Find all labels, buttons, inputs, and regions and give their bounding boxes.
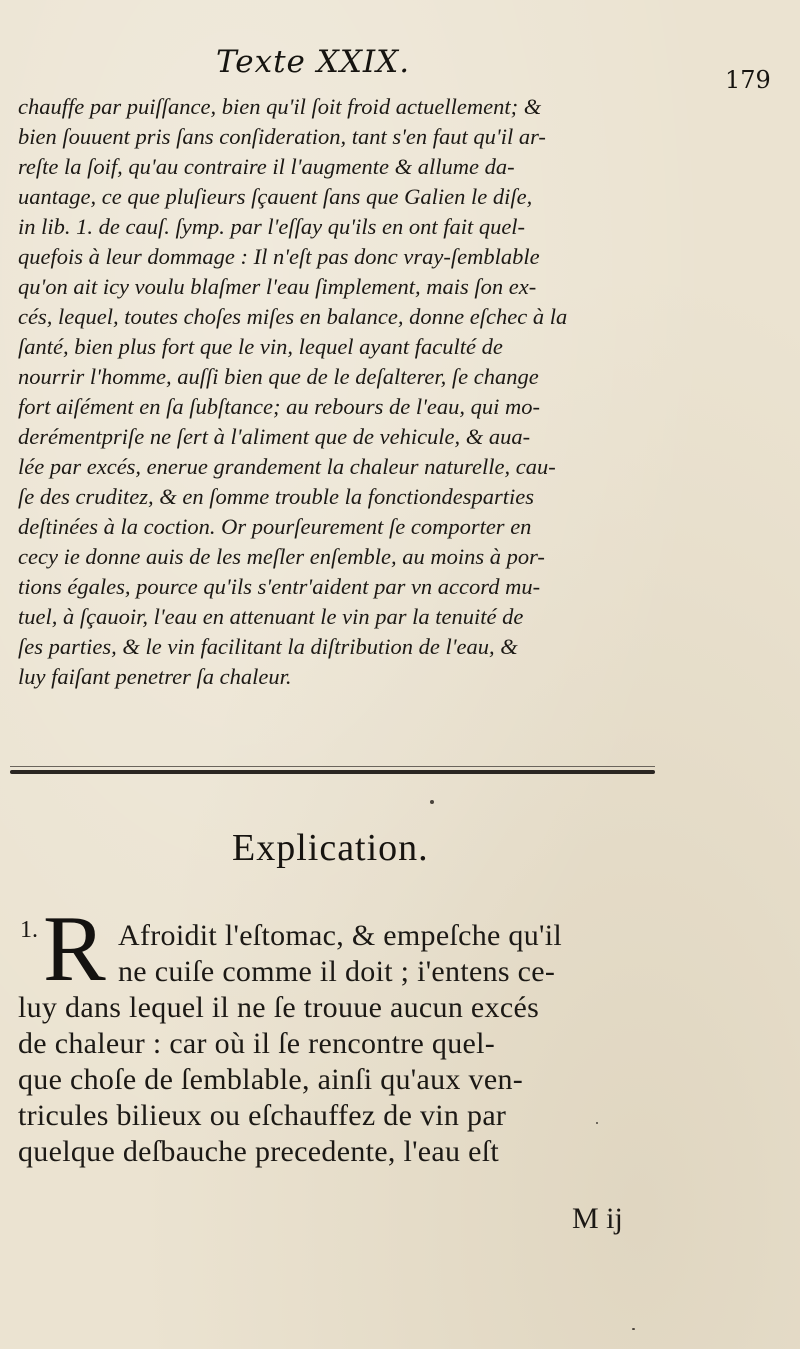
italic-line: cés, lequel, toutes choſes miſes en balance, donne eſchec à la bbox=[18, 304, 568, 329]
ink-speck bbox=[596, 1122, 598, 1124]
italic-line: ſanté, bien plus fort que le vin, lequel ayant faculté de bbox=[18, 334, 503, 359]
section-divider bbox=[10, 770, 655, 774]
ink-speck bbox=[632, 1328, 635, 1330]
italic-text-block bbox=[18, 92, 788, 692]
italic-line: in lib. 1. de cauſ. ſymp. par l'eſſay qu'ils en ont fait quel- bbox=[18, 214, 526, 239]
italic-line: tuel, à ſçauoir, l'eau en attenuant le vin par la tenuité de bbox=[18, 604, 524, 629]
italic-line: nourrir l'homme, auſſi bien que de le deſalterer, ſe change bbox=[18, 364, 539, 389]
italic-line: reſte la ſoif, qu'au contraire il l'augmente & allume da- bbox=[18, 154, 515, 179]
italic-line: cecy ie donne auis de les meſler enſemble, au moins à por- bbox=[18, 544, 545, 569]
ink-speck bbox=[430, 800, 434, 804]
explication-line: tricules bilieux ou eſchauffez de vin par bbox=[18, 1099, 507, 1132]
signature-mark: M ij bbox=[572, 1202, 623, 1235]
italic-line: bien ſouuent pris ſans conſideration, tant s'en faut qu'il ar- bbox=[18, 124, 546, 149]
section-heading: Explication. bbox=[232, 827, 429, 869]
section-divider-hairline bbox=[10, 766, 655, 767]
explication-text-block bbox=[18, 918, 788, 1170]
note-number: 1. bbox=[20, 917, 38, 943]
italic-line: ſes parties, & le vin facilitant la diſtribution de l'eau, & bbox=[18, 634, 518, 659]
explication-line: ne cuiſe comme il doit ; i'entens ce- bbox=[118, 955, 556, 988]
running-head: Texte XXIX. bbox=[216, 44, 411, 80]
italic-line: lée par excés, enerue grandement la chaleur naturelle, cau- bbox=[18, 454, 556, 479]
italic-line: uantage, ce que pluſieurs ſçauent ſans que Galien le diſe, bbox=[18, 184, 533, 209]
drop-cap: R bbox=[43, 897, 106, 1001]
italic-line: luy faiſant penetrer ſa chaleur. bbox=[18, 664, 292, 689]
italic-line: ſe des cruditez, & en ſomme trouble la fonctiondesparties bbox=[18, 484, 534, 509]
italic-line: qu'on ait icy voulu blaſmer l'eau ſimplement, mais ſon ex- bbox=[18, 274, 537, 299]
italic-line: quefois à leur dommage : Il n'eſt pas donc vray-ſemblable bbox=[18, 244, 540, 269]
italic-line: chauffe par puiſſance, bien qu'il ſoit froid actuellement; & bbox=[18, 94, 542, 119]
explication-line: luy dans lequel il ne ſe trouue aucun excés bbox=[18, 991, 540, 1024]
explication-line: que choſe de ſemblable, ainſi qu'aux ven- bbox=[18, 1063, 524, 1096]
italic-line: derémentpriſe ne ſert à l'aliment que de vehicule, & aua- bbox=[18, 424, 531, 449]
italic-line: deſtinées à la coction. Or pourſeurement ſe comporter en bbox=[18, 514, 532, 539]
italic-line: fort aiſément en ſa ſubſtance; au rebours de l'eau, qui mo- bbox=[18, 394, 541, 419]
explication-line: de chaleur : car où il ſe rencontre quel- bbox=[18, 1027, 496, 1060]
explication-line: Afroidit l'eſtomac, & empeſche qu'il bbox=[118, 919, 562, 952]
italic-line: tions égales, pource qu'ils s'entr'aident par vn accord mu- bbox=[18, 574, 541, 599]
explication-line: quelque deſbauche precedente, l'eau eſt bbox=[18, 1135, 500, 1168]
page-number: 179 bbox=[725, 66, 771, 94]
